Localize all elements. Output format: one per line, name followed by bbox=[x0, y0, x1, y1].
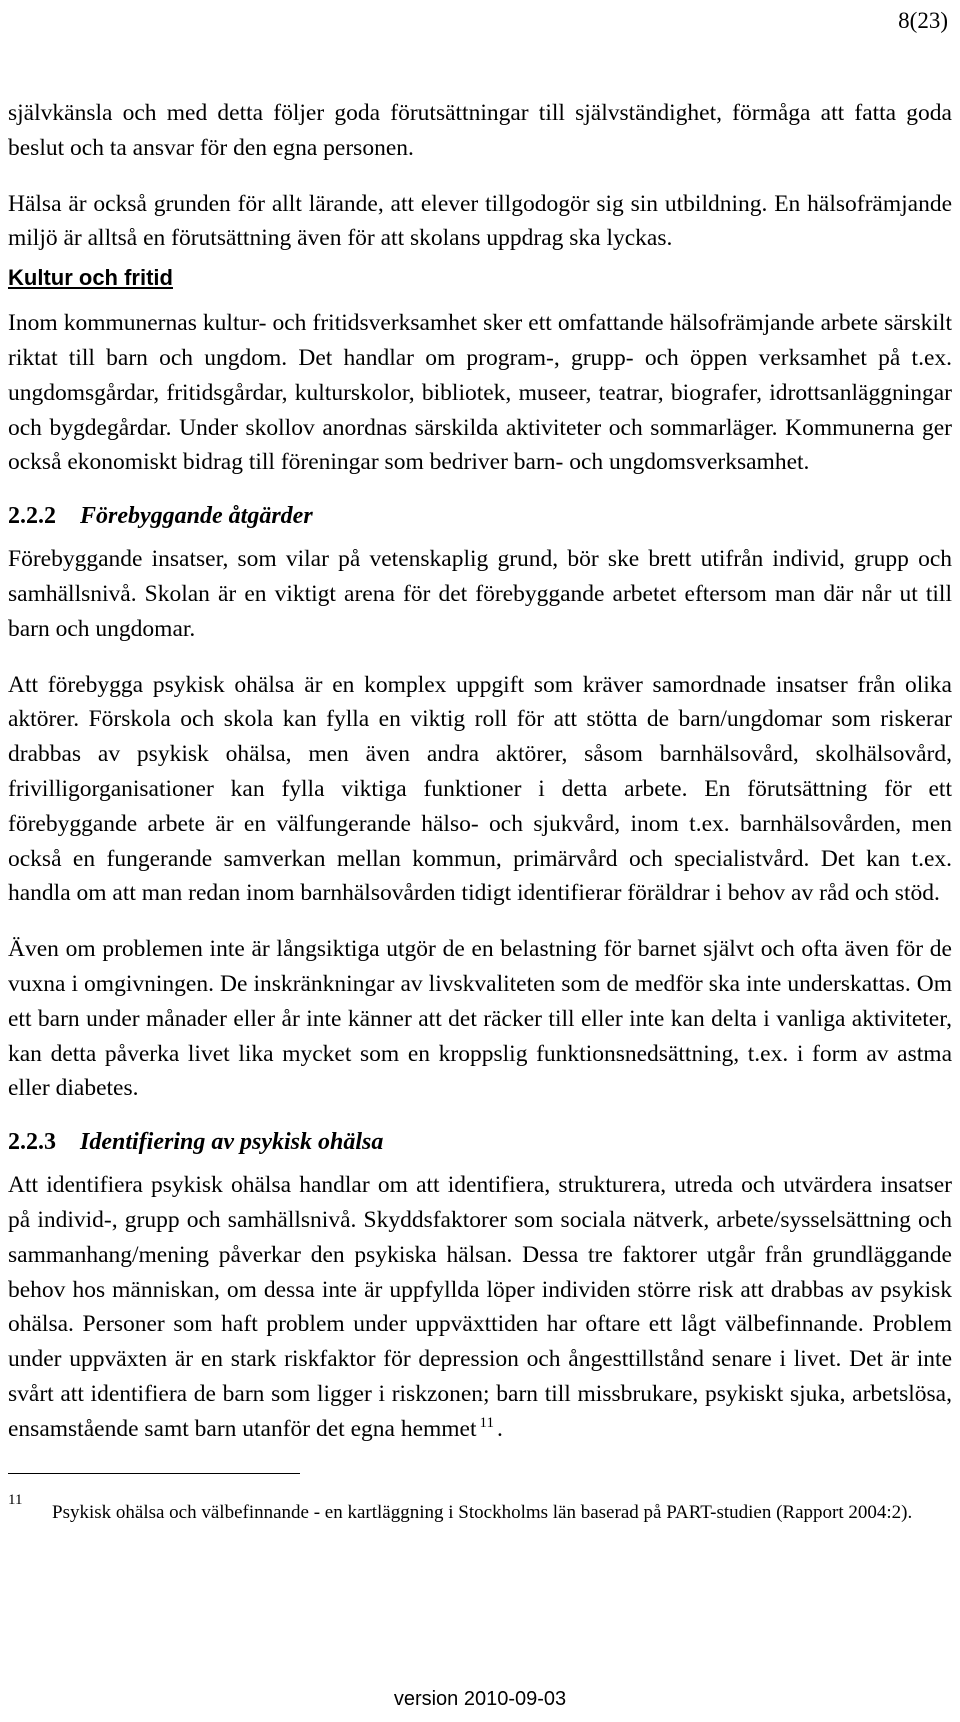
paragraph-burden: Även om problemen inte är långsiktiga utgör de en belastning för barnet självt och ofta även för de vuxna i omgivningen. De inskränkningar av livskvaliteten som de medför ska inte underskattas. Om ett barn under månader eller år inte känner att det räcker till eller inte kan delta i vanliga aktiviteter, kan detta påverka livet lika mycket som en kroppslig funktionsnedsättning, t.ex. i form av astma eller diabetes. bbox=[8, 936, 952, 1102]
page-number: 8(23) bbox=[898, 8, 948, 33]
paragraph-complex-task: Att förebygga psykisk ohälsa är en komplex uppgift som kräver samordnade insatser från olika aktörer. Förskola och skola kan fylla en viktig roll för att stötta de barn/ungdomar som riskerar drabbas av psykisk ohälsa, men även andra aktörer, såsom barnhälsovård, skolhälsovård, frivilligorganisationer kan fylla viktiga funktioner i detta arbete. En förutsättning för ett förebyggande arbete är en välfungerande hälso- och sjukvård, inom t.ex. barnhälsovården, men också en fungerande samverkan mellan kommun, primärvård och specialistvård. Det kan t.ex. handla om att man redan inom barnhälsovården tidigt identifierar föräldrar i behov av råd och stöd. bbox=[8, 671, 952, 907]
footer-version: version 2010-09-03 bbox=[393, 1688, 567, 1710]
paragraph-preventive-efforts: Förebyggande insatser, som vilar på vetenskaplig grund, bör ske brett utifrån individ, grupp och samhällsnivå. Skolan är en viktigt arena för det förebyggande arbetet eftersom man där når ut till barn och ungdomar. bbox=[8, 546, 952, 642]
section-heading-2-2-3 bbox=[8, 1124, 952, 1160]
heading-kultur-och-fritid: Kultur och fritid bbox=[8, 265, 173, 291]
footnote-reference[interactable]: 11 bbox=[479, 1414, 494, 1431]
section-heading-2-2-2 bbox=[8, 498, 952, 534]
footnote bbox=[8, 1488, 952, 1527]
paragraph-identification-text: Att identifiera psykisk ohälsa handlar om att identifiera, strukturera, utreda och utvärdera insatser på individ-, grupp och samhällsnivå. Skyddsfaktorer som sociala nätverk, arbete/sysselsättning och sammanhang/mening påverkar den psykiska hälsan. Dessa tre faktorer utgår från grundläggande behov hos människan, om dessa inte är uppfyllda löper individen större risk att drabbas av psykisk ohälsa. Personer som haft problem under uppväxttiden har oftare ett lågt välbefinnande. Problem under uppväxten är en stark riskfaktor för depression och ångesttillstånd senare i livet. Det är inte svårt att identifiera de barn som ligger i riskzonen; barn till missbrukare, psykiskt sjuka, arbetslösa, ensamstående samt barn utanför det egna hemmet bbox=[8, 1172, 952, 1442]
footnote-separator bbox=[8, 1473, 300, 1474]
paragraph-identification-end: . bbox=[496, 1415, 503, 1442]
footnote-number: 11 bbox=[8, 1492, 23, 1508]
section-number: 2.2.2 bbox=[8, 503, 56, 530]
footnote-text: Psykisk ohälsa och välbefinnande - en kartläggning i Stockholms län baserad på PART-studien (Rapport 2004:2). bbox=[52, 1502, 913, 1523]
section-title: Identifiering av psykisk ohälsa bbox=[80, 1129, 384, 1156]
paragraph-identification bbox=[8, 1168, 952, 1446]
paragraph-culture-leisure: Inom kommunernas kultur- och fritidsverksamhet sker ett omfattande hälsofrämjande arbete särskilt riktat till barn och ungdom. Det handlar om program-, grupp- och öppen verksamhet på t.ex. ungdomsgårdar, fritidsgårdar, kulturskolor, bibliotek, museer, teatrar, biografer, idrottsanläggningar och bygdegårdar. Under skollov anordnas särskilda aktiviteter och sommarläger. Kommunerna ger också ekonomiskt bidrag till föreningar som bedriver barn- och ungdomsverksamhet. bbox=[8, 310, 952, 476]
paragraph-health-learning: Hälsa är också grunden för allt lärande, att elever tillgodogör sig sin utbildning. En hälsofrämjande miljö är alltså en förutsättning även för att skolans uppdrag ska lyckas. bbox=[8, 190, 952, 252]
section-number: 2.2.3 bbox=[8, 1129, 56, 1156]
section-title: Förebyggande åtgärder bbox=[80, 503, 313, 530]
document-body bbox=[8, 96, 952, 1447]
paragraph-self-esteem: självkänsla och med detta följer goda förutsättningar till självständighet, förmåga att fatta goda beslut och ta ansvar för den egna personen. bbox=[8, 100, 952, 161]
